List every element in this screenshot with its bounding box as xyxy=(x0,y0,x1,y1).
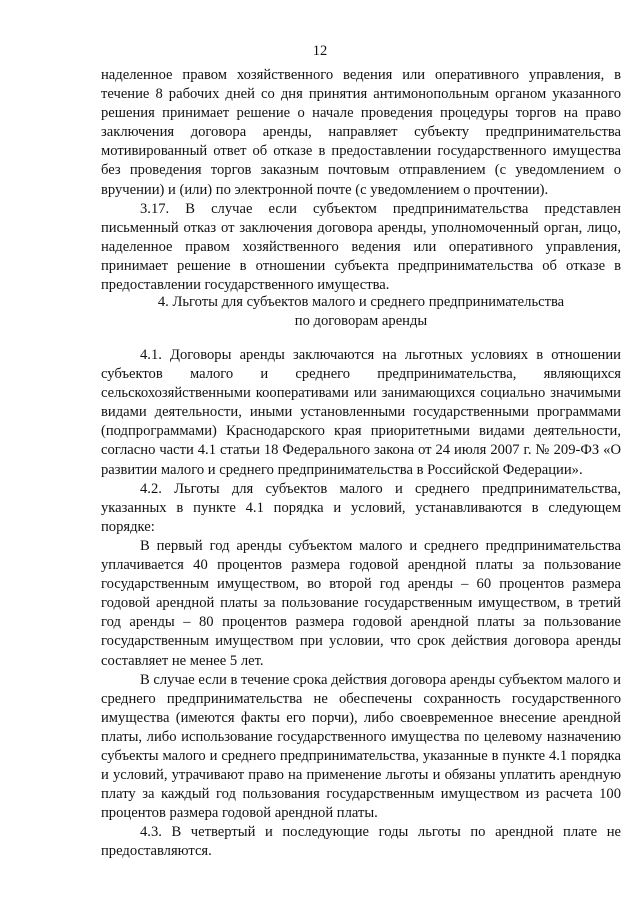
paragraph-4-2: 4.2. Льготы для субъектов малого и среднего предпринимательства, указанных в пункте 4.1 порядка и условий, устанавливаются в следующем порядке: xyxy=(101,480,621,535)
paragraph-if-case: В случае если в течение срока действия договора аренды субъектом малого и среднего предпринимательства не обеспечены сохранность государственного имущества (имеются факты его порчи), либо своевременное внесение арендной платы, либо использование государственного имущества по целевому назначению субъекты малого и среднего предпринимательства, указанные в пункте 4.1 порядка и условий, утрачивают право на применение льготы и обязаны уплатить арендную плату за каждый год пользования государственным имуществом из расчета 100 процентов размера годовой арендной платы. xyxy=(101,671,621,822)
paragraph-first-year: В первый год аренды субъектом малого и среднего предпринимательства уплачивается 40 процентов размера годовой арендной платы за пользование государственным имуществом, во второй год аренды – 60 процентов размера годовой арендной платы за пользование государственным имуществом, в третий год аренды – 80 процентов размера годовой арендной платы за пользование государственным имуществом при условии, что срок действия договора аренды составляет не менее 5 лет. xyxy=(101,537,621,669)
paragraph-4-3: 4.3. В четвертый и последующие годы льготы по арендной плате не предоставляются. xyxy=(101,824,621,860)
text-block-top xyxy=(101,66,621,295)
paragraph-continuation: наделенное правом хозяйственного ведения или оперативного управления, в течение 8 рабочих дней со дня принятия антимонопольным органом указанного решения принимает решение о начале проведения процедуры торгов на право заключения договора аренды, направляет субъекту предпринимательства мотивированный ответ об отказе в предоставлении государственного имущества без проведения торгов заказным почтовым отправлением (с уведомлением о вручении) и (или) по электронной почте (с уведомлением о прочтении). xyxy=(101,67,621,198)
paragraph-3-17: 3.17. В случае если субъектом предпринимательства представлен письменный отказ от заключения договора аренды, уполномоченный орган, лицо, наделенное правом хозяйственного ведения или оперативного управления, принимает решение в отношении субъекта предпринимательства об отказе в предоставлении государственного имущества. xyxy=(101,200,621,294)
text-block-section-4 xyxy=(101,346,621,862)
section-heading-line1: 4. Льготы для субъектов малого и среднего предпринимательства xyxy=(157,294,565,310)
section-heading-line2: по договорам аренды xyxy=(294,313,428,330)
paragraph-4-1: 4.1. Договоры аренды заключаются на льготных условиях в отношении субъектов малого и среднего предпринимательства, являющихся сельскохозяйственными кооперативами или занимающихся социально значимыми видами деятельности, иными установленными государственными программами (подпрограммами) Краснодарского края приоритетными видами деятельности, согласно части 4.1 статьи 18 Федерального закона от 24 июля 2007 г. № 209-ФЗ «О развитии малого и среднего предпринимательства в Российской Федерации». xyxy=(101,347,621,478)
section-heading xyxy=(101,293,621,331)
page-number: 12 xyxy=(312,43,328,59)
